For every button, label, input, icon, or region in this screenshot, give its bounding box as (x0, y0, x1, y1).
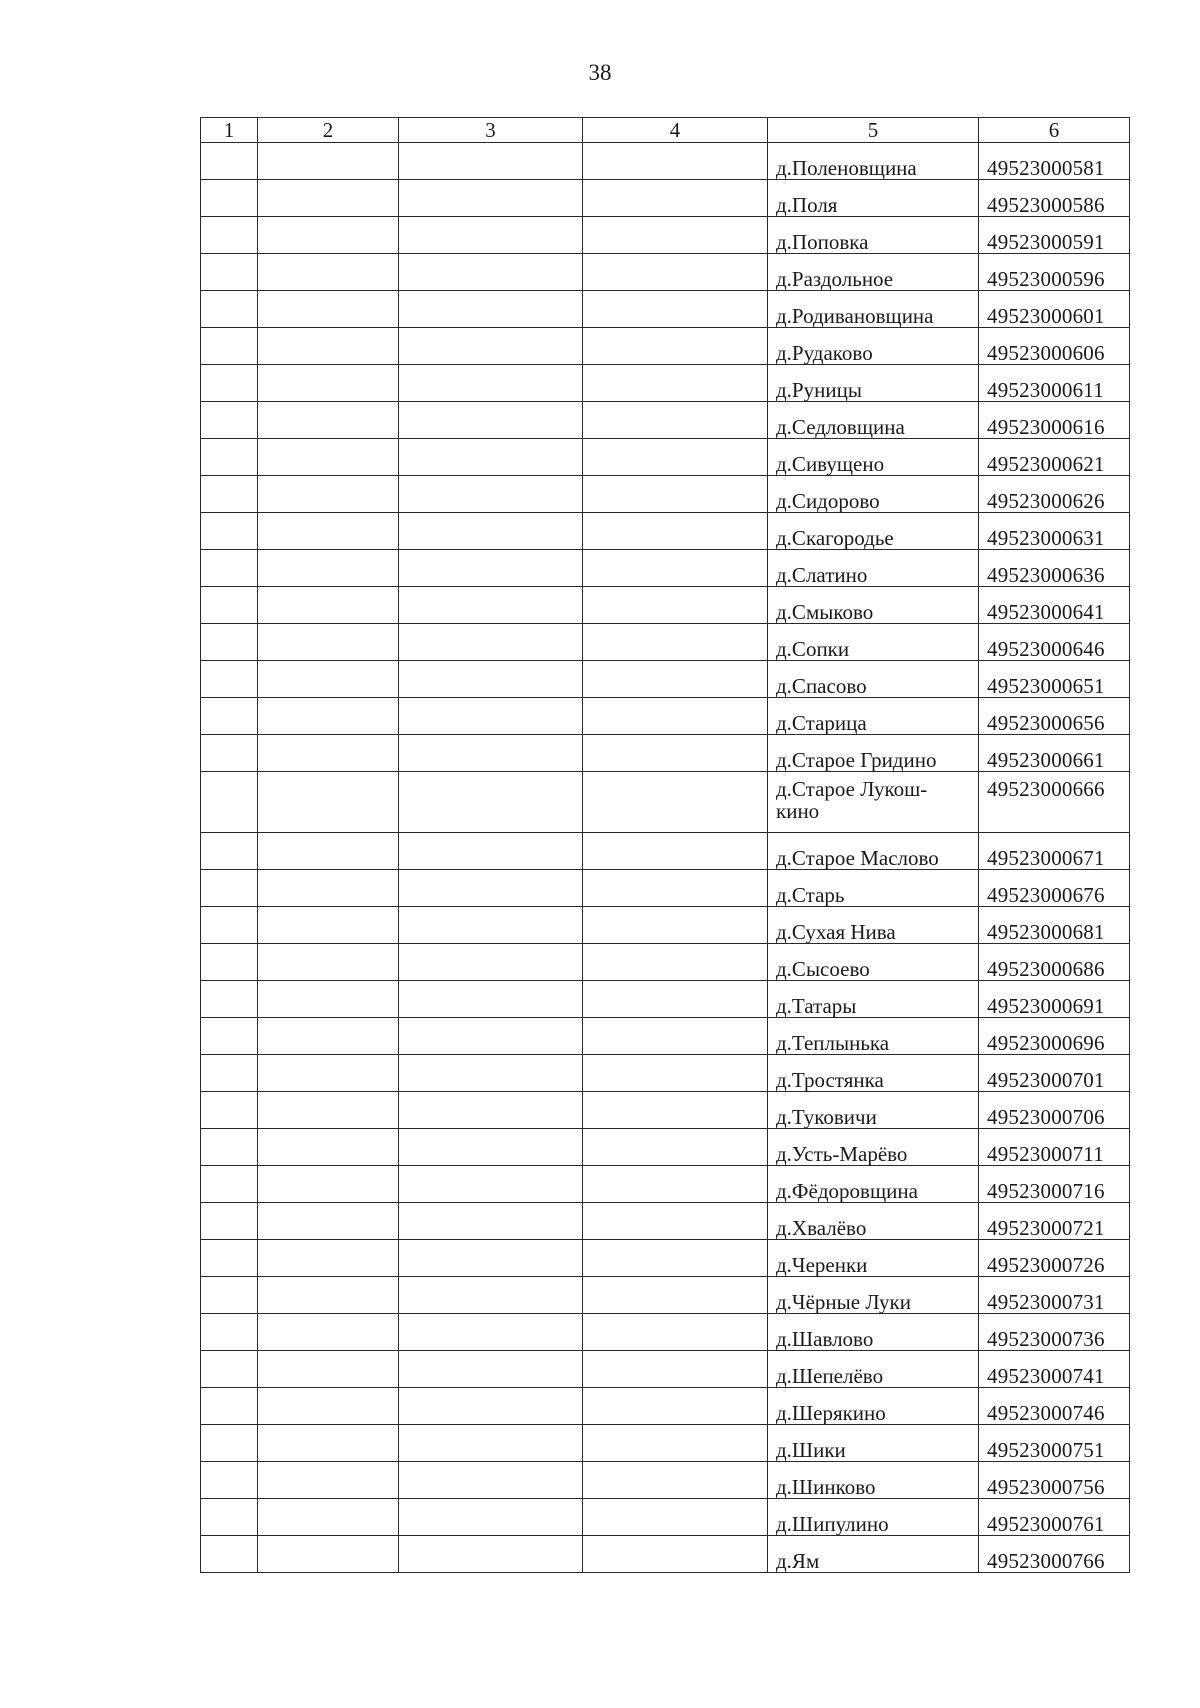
settlement-name-cell: д.Шинково (768, 1462, 979, 1499)
table-row (201, 1092, 1130, 1129)
table-row (201, 833, 1130, 870)
table-row (201, 1536, 1130, 1573)
empty-cell (201, 180, 258, 217)
empty-cell (201, 587, 258, 624)
empty-cell (258, 513, 399, 550)
empty-cell (258, 981, 399, 1018)
empty-cell (399, 1499, 583, 1536)
oktmo-code-cell: 49523000676 (979, 870, 1130, 907)
column-header: 4 (583, 118, 768, 143)
settlement-name-cell: д.Смыково (768, 587, 979, 624)
empty-cell (258, 1166, 399, 1203)
empty-cell (201, 1425, 258, 1462)
oktmo-code-cell: 49523000746 (979, 1388, 1130, 1425)
table-row (201, 1425, 1130, 1462)
empty-cell (201, 1277, 258, 1314)
oktmo-code-cell: 49523000726 (979, 1240, 1130, 1277)
oktmo-code-cell: 49523000596 (979, 254, 1130, 291)
settlement-name-cell: д.Шипулино (768, 1499, 979, 1536)
oktmo-code-cell: 49523000756 (979, 1462, 1130, 1499)
oktmo-code-cell: 49523000741 (979, 1351, 1130, 1388)
empty-cell (201, 1388, 258, 1425)
empty-cell (258, 587, 399, 624)
empty-cell (399, 1462, 583, 1499)
empty-cell (583, 698, 768, 735)
empty-cell (258, 550, 399, 587)
table-row (201, 624, 1130, 661)
empty-cell (201, 833, 258, 870)
empty-cell (399, 180, 583, 217)
settlement-name-cell: д.Сухая Нива (768, 907, 979, 944)
empty-cell (583, 254, 768, 291)
table-row (201, 981, 1130, 1018)
empty-cell (399, 513, 583, 550)
settlement-name-cell: д.Теплынька (768, 1018, 979, 1055)
settlement-name-cell: д.Сысоево (768, 944, 979, 981)
table-row (201, 1018, 1130, 1055)
empty-cell (258, 1129, 399, 1166)
empty-cell (258, 143, 399, 180)
empty-cell (201, 772, 258, 833)
empty-cell (583, 1351, 768, 1388)
settlement-name-cell: д.Поповка (768, 217, 979, 254)
empty-cell (583, 180, 768, 217)
empty-cell (201, 1018, 258, 1055)
empty-cell (399, 1092, 583, 1129)
empty-cell (201, 217, 258, 254)
oktmo-code-cell: 49523000706 (979, 1092, 1130, 1129)
empty-cell (583, 624, 768, 661)
empty-cell (399, 587, 583, 624)
settlements-table (200, 117, 1130, 1573)
empty-cell (201, 1129, 258, 1166)
table-row (201, 1055, 1130, 1092)
empty-cell (399, 550, 583, 587)
empty-cell (583, 1425, 768, 1462)
empty-cell (583, 981, 768, 1018)
empty-cell (399, 698, 583, 735)
settlement-name-cell: д.Татары (768, 981, 979, 1018)
empty-cell (399, 907, 583, 944)
empty-cell (399, 1129, 583, 1166)
empty-cell (201, 402, 258, 439)
empty-cell (583, 1536, 768, 1573)
empty-cell (399, 1314, 583, 1351)
table-row (201, 328, 1130, 365)
empty-cell (258, 217, 399, 254)
empty-cell (258, 1536, 399, 1573)
empty-cell (201, 291, 258, 328)
empty-cell (399, 624, 583, 661)
empty-cell (201, 550, 258, 587)
table-row (201, 1499, 1130, 1536)
empty-cell (583, 143, 768, 180)
table-row (201, 1240, 1130, 1277)
oktmo-code-cell: 49523000686 (979, 944, 1130, 981)
column-header: 5 (768, 118, 979, 143)
empty-cell (583, 1240, 768, 1277)
empty-cell (201, 661, 258, 698)
empty-cell (583, 1055, 768, 1092)
empty-cell (399, 1536, 583, 1573)
settlement-name-cell: д.Хвалёво (768, 1203, 979, 1240)
empty-cell (399, 365, 583, 402)
empty-cell (399, 217, 583, 254)
oktmo-code-cell: 49523000616 (979, 402, 1130, 439)
oktmo-code-cell: 49523000651 (979, 661, 1130, 698)
empty-cell (583, 1277, 768, 1314)
settlement-name-cell: д.Старое Лукош- кино (768, 772, 979, 833)
settlement-name-cell: д.Руницы (768, 365, 979, 402)
empty-cell (258, 833, 399, 870)
empty-cell (583, 1018, 768, 1055)
empty-cell (201, 1055, 258, 1092)
empty-cell (399, 981, 583, 1018)
table-row (201, 870, 1130, 907)
empty-cell (201, 1536, 258, 1573)
empty-cell (258, 907, 399, 944)
table-row (201, 365, 1130, 402)
empty-cell (258, 1462, 399, 1499)
table-row (201, 735, 1130, 772)
empty-cell (201, 254, 258, 291)
empty-cell (583, 1203, 768, 1240)
settlement-name-cell: д.Сидорово (768, 476, 979, 513)
empty-cell (258, 328, 399, 365)
table-row (201, 550, 1130, 587)
settlement-name-cell: д.Раздольное (768, 254, 979, 291)
table-row (201, 1166, 1130, 1203)
oktmo-code-cell: 49523000586 (979, 180, 1130, 217)
empty-cell (583, 870, 768, 907)
settlement-name-cell: д.Сивущено (768, 439, 979, 476)
empty-cell (201, 1166, 258, 1203)
table-row (201, 1462, 1130, 1499)
table-row (201, 254, 1130, 291)
empty-cell (258, 291, 399, 328)
empty-cell (583, 1166, 768, 1203)
column-number-row (201, 118, 1130, 143)
empty-cell (258, 735, 399, 772)
empty-cell (583, 439, 768, 476)
oktmo-code-cell: 49523000646 (979, 624, 1130, 661)
oktmo-code-cell: 49523000681 (979, 907, 1130, 944)
empty-cell (583, 291, 768, 328)
empty-cell (258, 944, 399, 981)
settlement-name-cell: д.Поля (768, 180, 979, 217)
empty-cell (258, 1203, 399, 1240)
empty-cell (399, 402, 583, 439)
settlement-name-cell: д.Рудаково (768, 328, 979, 365)
empty-cell (583, 772, 768, 833)
empty-cell (258, 365, 399, 402)
empty-cell (399, 439, 583, 476)
oktmo-code-cell: 49523000716 (979, 1166, 1130, 1203)
settlement-name-cell: д.Старица (768, 698, 979, 735)
empty-cell (399, 1018, 583, 1055)
empty-cell (201, 624, 258, 661)
empty-cell (258, 402, 399, 439)
empty-cell (583, 1314, 768, 1351)
oktmo-code-cell: 49523000731 (979, 1277, 1130, 1314)
oktmo-code-cell: 49523000656 (979, 698, 1130, 735)
empty-cell (258, 661, 399, 698)
settlement-name-cell: д.Туковичи (768, 1092, 979, 1129)
table-row (201, 180, 1130, 217)
empty-cell (201, 981, 258, 1018)
table-row (201, 402, 1130, 439)
empty-cell (258, 1018, 399, 1055)
table-row (201, 513, 1130, 550)
empty-cell (399, 833, 583, 870)
empty-cell (399, 1351, 583, 1388)
empty-cell (258, 624, 399, 661)
empty-cell (258, 1240, 399, 1277)
table-row (201, 907, 1130, 944)
empty-cell (583, 1388, 768, 1425)
empty-cell (258, 1425, 399, 1462)
empty-cell (258, 1388, 399, 1425)
table-row (201, 587, 1130, 624)
oktmo-code-cell: 49523000721 (979, 1203, 1130, 1240)
empty-cell (201, 1314, 258, 1351)
empty-cell (583, 402, 768, 439)
table-row (201, 944, 1130, 981)
empty-cell (258, 772, 399, 833)
empty-cell (583, 217, 768, 254)
oktmo-code-cell: 49523000711 (979, 1129, 1130, 1166)
empty-cell (399, 661, 583, 698)
empty-cell (399, 1203, 583, 1240)
settlement-name-cell: д.Седловщина (768, 402, 979, 439)
settlement-name-cell: д.Родивановщина (768, 291, 979, 328)
settlement-name-cell: д.Фёдоровщина (768, 1166, 979, 1203)
empty-cell (201, 698, 258, 735)
table-row (201, 143, 1130, 180)
settlement-name-cell: д.Ям (768, 1536, 979, 1573)
settlement-name-cell: д.Сопки (768, 624, 979, 661)
empty-cell (258, 1092, 399, 1129)
oktmo-code-cell: 49523000626 (979, 476, 1130, 513)
empty-cell (201, 735, 258, 772)
empty-cell (258, 1351, 399, 1388)
oktmo-code-cell: 49523000736 (979, 1314, 1130, 1351)
empty-cell (583, 1129, 768, 1166)
oktmo-code-cell: 49523000581 (979, 143, 1130, 180)
empty-cell (399, 735, 583, 772)
empty-cell (583, 365, 768, 402)
oktmo-code-cell: 49523000691 (979, 981, 1130, 1018)
empty-cell (201, 328, 258, 365)
settlement-name-cell: д.Шавлово (768, 1314, 979, 1351)
settlement-name-cell: д.Поленовщина (768, 143, 979, 180)
page-number: 38 (588, 60, 612, 85)
settlement-name-cell: д.Тростянка (768, 1055, 979, 1092)
empty-cell (258, 254, 399, 291)
oktmo-code-cell: 49523000661 (979, 735, 1130, 772)
oktmo-code-cell: 49523000641 (979, 587, 1130, 624)
empty-cell (399, 254, 583, 291)
empty-cell (399, 772, 583, 833)
column-header: 1 (201, 118, 258, 143)
empty-cell (583, 328, 768, 365)
settlement-name-cell: д.Слатино (768, 550, 979, 587)
settlement-name-cell: д.Чёрные Луки (768, 1277, 979, 1314)
empty-cell (583, 1462, 768, 1499)
empty-cell (583, 550, 768, 587)
empty-cell (399, 944, 583, 981)
empty-cell (583, 907, 768, 944)
oktmo-code-cell: 49523000766 (979, 1536, 1130, 1573)
empty-cell (583, 1499, 768, 1536)
empty-cell (201, 439, 258, 476)
empty-cell (201, 1203, 258, 1240)
table-row (201, 1277, 1130, 1314)
settlement-name-cell: д.Черенки (768, 1240, 979, 1277)
empty-cell (258, 439, 399, 476)
empty-cell (399, 291, 583, 328)
table-row (201, 1203, 1130, 1240)
table-row (201, 1351, 1130, 1388)
table-row (201, 1129, 1130, 1166)
column-header: 6 (979, 118, 1130, 143)
oktmo-code-cell: 49523000701 (979, 1055, 1130, 1092)
empty-cell (201, 1462, 258, 1499)
empty-cell (258, 698, 399, 735)
table-row (201, 1388, 1130, 1425)
table-row (201, 439, 1130, 476)
settlement-name-cell: д.Шики (768, 1425, 979, 1462)
empty-cell (583, 587, 768, 624)
column-header: 3 (399, 118, 583, 143)
empty-cell (201, 513, 258, 550)
oktmo-code-cell: 49523000611 (979, 365, 1130, 402)
empty-cell (201, 143, 258, 180)
empty-cell (258, 1055, 399, 1092)
table-row (201, 661, 1130, 698)
empty-cell (258, 870, 399, 907)
settlement-name-cell: д.Усть-Марёво (768, 1129, 979, 1166)
table-row (201, 772, 1130, 833)
oktmo-code-cell: 49523000636 (979, 550, 1130, 587)
empty-cell (201, 365, 258, 402)
empty-cell (399, 1388, 583, 1425)
empty-cell (258, 1277, 399, 1314)
empty-cell (201, 476, 258, 513)
table-row (201, 291, 1130, 328)
oktmo-code-cell: 49523000606 (979, 328, 1130, 365)
empty-cell (583, 1092, 768, 1129)
oktmo-code-cell: 49523000631 (979, 513, 1130, 550)
settlement-name-cell: д.Спасово (768, 661, 979, 698)
empty-cell (201, 907, 258, 944)
empty-cell (201, 944, 258, 981)
empty-cell (201, 1092, 258, 1129)
empty-cell (583, 661, 768, 698)
empty-cell (201, 870, 258, 907)
empty-cell (399, 328, 583, 365)
empty-cell (201, 1351, 258, 1388)
empty-cell (201, 1240, 258, 1277)
oktmo-code-cell: 49523000671 (979, 833, 1130, 870)
empty-cell (399, 476, 583, 513)
empty-cell (583, 476, 768, 513)
oktmo-code-cell: 49523000751 (979, 1425, 1130, 1462)
empty-cell (583, 833, 768, 870)
settlement-name-cell: д.Старь (768, 870, 979, 907)
empty-cell (399, 870, 583, 907)
oktmo-code-cell: 49523000696 (979, 1018, 1130, 1055)
oktmo-code-cell: 49523000761 (979, 1499, 1130, 1536)
empty-cell (258, 476, 399, 513)
empty-cell (399, 1166, 583, 1203)
oktmo-code-cell: 49523000621 (979, 439, 1130, 476)
empty-cell (399, 1277, 583, 1314)
empty-cell (399, 1055, 583, 1092)
empty-cell (258, 1499, 399, 1536)
settlement-name-cell: д.Скагородье (768, 513, 979, 550)
empty-cell (399, 1240, 583, 1277)
table-row (201, 1314, 1130, 1351)
table-row (201, 217, 1130, 254)
table-row (201, 698, 1130, 735)
oktmo-code-cell: 49523000591 (979, 217, 1130, 254)
column-header: 2 (258, 118, 399, 143)
empty-cell (399, 143, 583, 180)
settlement-name-cell: д.Старое Маслово (768, 833, 979, 870)
empty-cell (399, 1425, 583, 1462)
settlement-name-cell: д.Шепелёво (768, 1351, 979, 1388)
oktmo-code-cell: 49523000666 (979, 772, 1130, 833)
table-row (201, 476, 1130, 513)
empty-cell (583, 513, 768, 550)
empty-cell (583, 944, 768, 981)
settlement-name-cell: д.Старое Гридино (768, 735, 979, 772)
empty-cell (258, 1314, 399, 1351)
empty-cell (201, 1499, 258, 1536)
oktmo-code-cell: 49523000601 (979, 291, 1130, 328)
empty-cell (258, 180, 399, 217)
empty-cell (583, 735, 768, 772)
settlement-name-cell: д.Шерякино (768, 1388, 979, 1425)
